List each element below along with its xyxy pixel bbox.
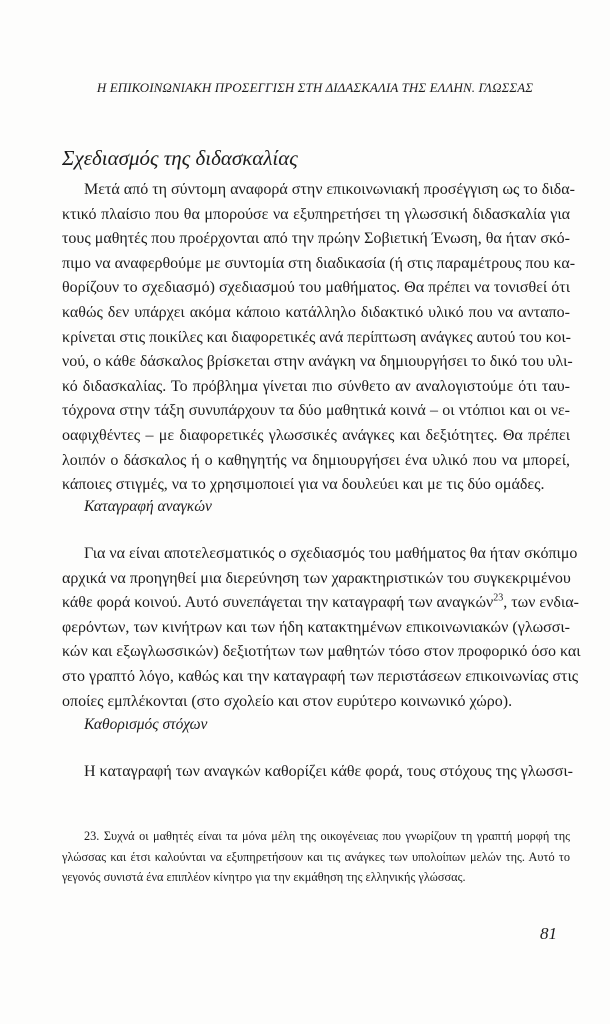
text-line: Μετά από τη σύντομη αναφορά στην επικοινωνιακή προσέγγιση ως το διδα- [84,181,575,198]
text-line: Η καταγραφή των αναγκών καθορίζει κάθε φορά, τους στόχους της γλωσσι- [84,763,573,780]
text-line: κό διδασκαλίας. Το πρόβλημα γίνεται πιο σύνθετο αν αναλογιστούμε ότι ταυ- [62,377,570,395]
footnote [62,826,570,888]
paragraph-1 [62,178,576,498]
text-line: κτικό πλαίσιο που θα μπορούσε να εξυπηρετήσει τη γλωσσική διδασκαλία για [62,205,570,223]
text-line [62,591,579,616]
footnote-line: γλώσσας και έτσι καλούνται να εξυπηρετήσουν και τις ανάγκες των υπολοίπων μελών της. Αυτό το [62,849,570,864]
paragraph-3 [62,760,573,785]
subheading-goals: Καθορισμός στόχων [84,716,208,733]
text-line: στο γραπτό λόγο, καθώς και την καταγραφή των περιστάσεων επικοινωνίας στις [62,667,579,685]
text-line: Για να είναι αποτελεσματικός ο σχεδιασμός του μαθήματος θα ήταν σκόπιμο [84,545,578,562]
text-segment: κάθε φορά κοινού. Αυτό συνεπάγεται την καταγραφή των αναγκών [62,594,494,612]
footnote-line: γεγονός συνιστά ένα επιπλέον κίνητρο για την εκμάθηση της ελληνικής γλώσσας. [62,870,466,884]
text-line: κάποιες στιγμές, να το χρησιμοποιεί για να δουλεύει και με τις δύο ομάδες. [62,476,545,494]
footnote-reference[interactable]: 23 [493,592,504,604]
text-line: φερόντων, των κινήτρων και των ήδη κατακτημένων επικοινωνιακών (γλωσσι- [62,618,570,636]
paragraph-2 [62,542,581,714]
text-segment: , των ενδια- [503,594,579,612]
text-line: οαφιχθέντες – με διαφορετικές γλωσσικές ανάγκες και δεξιότητες. Θα πρέπει [62,426,570,444]
section-title: Σχεδιασμός της διδασκαλίας [62,146,298,170]
text-line: αρχικά να προηγηθεί μια διερεύνηση των χαρακτηριστικών του συγκεκριμένου [62,569,571,587]
text-line: τόχρονα στην τάξη συνυπάρχουν τα δύο μαθητικά κοινά – οι ντόπιοι και οι νε- [62,402,570,420]
text-line: θορίζουν το σχεδιασμό) σχεδιασμού του μαθήματος. Θα πρέπει να τονισθεί ότι [62,279,570,297]
text-line: κρίνεται στις ποικίλες και διαφορετικές ανά περίπτωση ανάγκες αυτού του κοι- [62,328,571,346]
text-line: καθώς δεν υπάρχει ακόμα κάποιο κατάλληλο διδακτικό υλικό που να ανταπο- [62,303,570,321]
subheading-needs: Καταγραφή αναγκών [84,498,212,515]
text-line: κών και εξωγλωσσικών) δεξιοτήτων των μαθητών τόσο στον προφορικό όσο και [62,643,581,661]
footnote-line: 23. Συχνά οι μαθητές είναι τα μόνα μέλη της οικογένειας που γνωρίζουν τη γραπτή μορφή της [84,829,570,843]
text-line: νού, ο κάθε δάσκαλος βρίσκεται στην ανάγκη να δημιουργήσει το δικό του υλι- [62,353,573,371]
text-line: πιμο να αναφερθούμε με συντομία στη διαδικασία (ή στις παραμέτρους που κα- [62,254,576,272]
text-line: οποίες εμπλέκονται (στο σχολείο και στον ευρύτερο κοινωνικό χώρο). [62,692,513,710]
text-line: τους μαθητές που προέρχονται από την πρώην Σοβιετική Ένωση, θα ήταν σκό- [62,230,570,248]
running-header: Η ΕΠΙΚΟΙΝΩΝΙΑΚΗ ΠΡΟΣΕΓΓΙΣΗ ΣΤΗ ΔΙΔΑΣΚΑΛΙΑ ΤΗΣ ΕΛΛΗΝ. ΓΛΩΣΣΑΣ [96,80,534,95]
text-line: λοιπόν ο δάσκαλος ή ο καθηγητής να δημιουργήσει ένα υλικό που να μπορεί, [62,451,570,469]
page-number: 81 [540,924,557,943]
